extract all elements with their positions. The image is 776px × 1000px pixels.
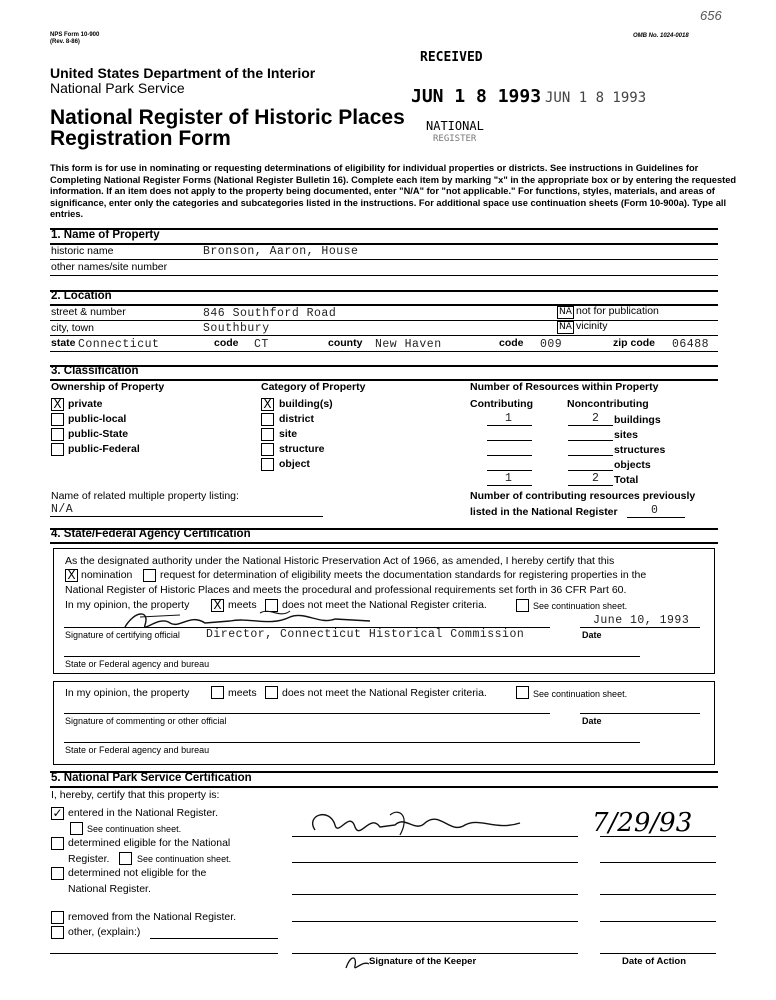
ownership-private-label: private [68,398,103,410]
second-date-stamp: JUN 1 8 1993 [545,90,647,106]
does-not-meet2-checkbox[interactable] [265,686,278,699]
continuation-label: See continuation sheet. [533,601,628,611]
previously-listed-label-2: listed in the National Register [470,506,618,518]
field-line [487,440,532,441]
service-name: National Park Service [50,80,185,96]
continuation-checkbox[interactable] [516,599,529,612]
divider [50,243,718,245]
does-not-meet-label: does not meet the National Register criteria. [282,599,487,611]
keeper-line [292,921,578,922]
removed-label: removed from the National Register. [68,911,237,923]
cert-text-line-3: National Register of Historic Places and meets the procedural and professional requirements set forth in 36 CFR Part 60. [65,584,627,596]
agency-line [64,656,640,657]
field-line [50,516,323,517]
divider [50,290,718,292]
opinion2-label: In my opinion, the property [65,687,190,699]
meets-checkbox[interactable]: X [211,599,224,612]
field-line [50,320,718,321]
department-name: United States Department of the Interior [50,65,316,81]
signature-line [64,713,550,714]
ownership-public-local-label: public-local [68,413,127,425]
handwritten-action-date[interactable]: 7/29/93 [592,808,693,838]
meets2-checkbox[interactable] [211,686,224,699]
date-line [600,921,716,922]
state-label: state [51,337,76,349]
related-listing-label: Name of related multiple property listing: [51,490,239,502]
determined-not-eligible-label-1: determined not eligible for the [68,867,207,879]
divider [50,786,718,788]
eligible-continuation-checkbox[interactable] [119,852,132,865]
category-district-checkbox[interactable] [261,413,274,426]
ownership-private-checkbox[interactable]: X [51,398,64,411]
meets-label: meets [228,599,257,611]
field-line [487,470,532,471]
other-label: other, (explain:) [68,926,141,938]
field-line [487,425,532,426]
resource-structures-label: structures [614,444,666,456]
noncontributing-heading: Noncontributing [567,398,649,410]
other-checkbox[interactable] [51,926,64,939]
divider [50,542,718,544]
ownership-public-federal-label: public-Federal [68,443,140,455]
section-5-heading: 5. National Park Service Certification [51,772,252,784]
date-line [600,953,716,954]
street-label: street & number [51,306,126,318]
not-for-publication-box[interactable]: NA [557,306,574,319]
agency-bureau-label: State or Federal agency and bureau [65,659,210,669]
entered-checkbox[interactable]: ✓ [52,806,63,820]
category-site-label: site [279,428,298,440]
category-buildings-label: building(s) [279,398,333,410]
form-title: National Register of Historic Places [50,106,405,129]
field-line [568,440,613,441]
resource-sites-label: sites [614,429,638,441]
determined-eligible-checkbox[interactable] [51,837,64,850]
category-structure-label: structure [279,443,325,455]
certification-date-value[interactable]: June 10, 1993 [593,614,690,627]
ownership-public-federal-checkbox[interactable] [51,443,64,456]
keeper-line [292,953,578,954]
county-value[interactable]: New Haven [375,338,442,351]
section-3-heading: 3. Classification [51,365,139,377]
date-line [600,894,716,895]
not-for-publication-label: not for publication [576,305,659,317]
determined-not-eligible-checkbox[interactable] [51,867,64,880]
removed-checkbox[interactable] [51,911,64,924]
corner-handwritten-mark: 656 [700,8,722,23]
resource-total-label: Total [614,474,639,486]
previously-listed-label-1: Number of contributing resources previously [470,490,696,502]
keeper-signature-line [292,836,578,837]
contributing-heading: Contributing [470,398,533,410]
ownership-heading: Ownership of Property [51,381,165,393]
date-line [580,627,700,628]
ownership-public-state-label: public-State [68,428,129,440]
ownership-public-state-checkbox[interactable] [51,428,64,441]
received-stamp: RECEIVED [420,50,483,65]
zip-label: zip code [613,337,656,349]
historic-name-value[interactable]: Bronson, Aaron, House [203,245,359,258]
contributing-total[interactable]: 1 [505,472,513,485]
field-line [487,455,532,456]
street-value[interactable]: 846 Southford Road [203,307,337,320]
city-value[interactable]: Southbury [203,322,270,335]
field-line [568,470,613,471]
continuation2-checkbox[interactable] [516,686,529,699]
instructions-paragraph: This form is for use in nominating or requesting determinations of eligibility for individual properties or districts. See instructions in Guidelines for Completing National Register Forms (National Register Bulletin 16). Complete each item by marking "x" in the appropriate box or by entering the requested information. If an item does not apply to the property being documented, enter "N/A" for "not applicable." For functions, styles, materials, and areas of significance, enter only the categories and subcategories listed in the instructions. For additional space use continuation sheets (Form 10-900a). Type all entries. [50,163,737,219]
state-code-value[interactable]: CT [254,338,269,351]
city-label: city, town [51,322,94,334]
cert-text-line-2: request for determination of eligibility meets the documentation standards for registering properties in the [160,569,647,581]
entered-continuation-checkbox[interactable] [70,822,83,835]
previously-listed-value[interactable]: 0 [651,504,659,517]
eligible-continuation-label: See continuation sheet. [137,854,232,864]
section-1-heading: 1. Name of Property [51,229,160,241]
date-line [600,862,716,863]
field-line [50,259,718,260]
field-line [568,485,613,486]
agency-bureau2-label: State or Federal agency and bureau [65,745,210,755]
category-structure-checkbox[interactable] [261,443,274,456]
zip-value[interactable]: 06488 [672,338,710,351]
field-line [50,351,718,352]
other-explain-line [150,938,278,939]
state-value[interactable]: Connecticut [78,338,160,351]
national-stamp: NATIONAL [426,119,484,133]
field-line [50,335,718,336]
field-line [568,425,613,426]
keeper-signature-label: Signature of the Keeper [369,956,477,967]
meets2-label: meets [228,687,257,699]
section-4-heading: 4. State/Federal Agency Certification [51,528,251,540]
other-explain-line [50,953,278,954]
category-district-label: district [279,413,315,425]
field-line [50,275,718,276]
determination-request-checkbox[interactable] [143,569,156,582]
form-revision: (Rev. 8-86) [50,39,80,45]
field-line [627,517,685,518]
divider [50,365,718,367]
vicinity-label: vicinity [576,320,608,332]
received-date-stamp: JUN 1 8 1993 [411,86,542,107]
omb-number: OMB No. 1024-0018 [633,33,689,39]
date-label: Date [582,630,602,640]
keeper-line [292,862,578,863]
nps-certify-label: I, hereby, certify that this property is: [51,789,220,801]
date-of-action-label: Date of Action [622,956,687,967]
keeper-signature [300,805,530,845]
other-names-label: other names/site number [51,261,168,273]
opinion-label: In my opinion, the property [65,599,190,611]
category-object-checkbox[interactable] [261,458,274,471]
entered-continuation-label: See continuation sheet. [87,824,182,834]
county-code-value[interactable]: 009 [540,338,563,351]
county-code-label: code [499,337,524,349]
determined-eligible-label-2: Register. [68,853,110,865]
resource-buildings-label: buildings [614,414,661,426]
determined-eligible-label-1: determined eligible for the National [68,837,231,849]
noncontributing-total[interactable]: 2 [592,472,600,485]
entered-label: entered in the National Register. [68,807,219,819]
category-buildings-checkbox[interactable]: X [261,398,274,411]
date-line [580,713,700,714]
register-stamp: REGISTER [433,134,477,144]
form-subtitle: Registration Form [50,127,231,150]
resources-heading: Number of Resources within Property [470,381,659,393]
date-line [600,836,716,837]
official-title-value[interactable]: Director, Connecticut Historical Commission [206,628,525,641]
continuation2-label: See continuation sheet. [533,689,628,699]
related-listing-value[interactable]: N/A [51,503,74,516]
field-line [568,455,613,456]
county-label: county [328,337,363,349]
certifying-official-label: Signature of certifying official [65,630,180,640]
section-2-heading: 2. Location [51,290,112,302]
cert-text-line-1: As the designated authority under the National Historic Preservation Act of 1966, as amended, I hereby certify that this [65,555,615,567]
resource-objects-label: objects [614,459,651,471]
category-site-checkbox[interactable] [261,428,274,441]
code-label: code [214,337,239,349]
historic-name-label: historic name [51,245,114,257]
noncontributing-buildings[interactable]: 2 [592,412,600,425]
does-not-meet2-label: does not meet the National Register criteria. [282,687,487,699]
contributing-buildings[interactable]: 1 [505,412,513,425]
category-object-label: object [279,458,310,470]
category-heading: Category of Property [261,381,366,393]
form-number: NPS Form 10-900 [50,32,100,38]
agency-line [64,742,640,743]
keeper-line [292,894,578,895]
date2-label: Date [582,716,602,726]
determined-not-eligible-label-2: National Register. [68,883,151,895]
nomination-label: nomination [81,569,133,581]
nomination-checkbox[interactable]: X [65,569,78,582]
ownership-public-local-checkbox[interactable] [51,413,64,426]
vicinity-box[interactable]: NA [557,321,574,334]
commenting-official-label: Signature of commenting or other official [65,716,227,726]
field-line [487,485,532,486]
